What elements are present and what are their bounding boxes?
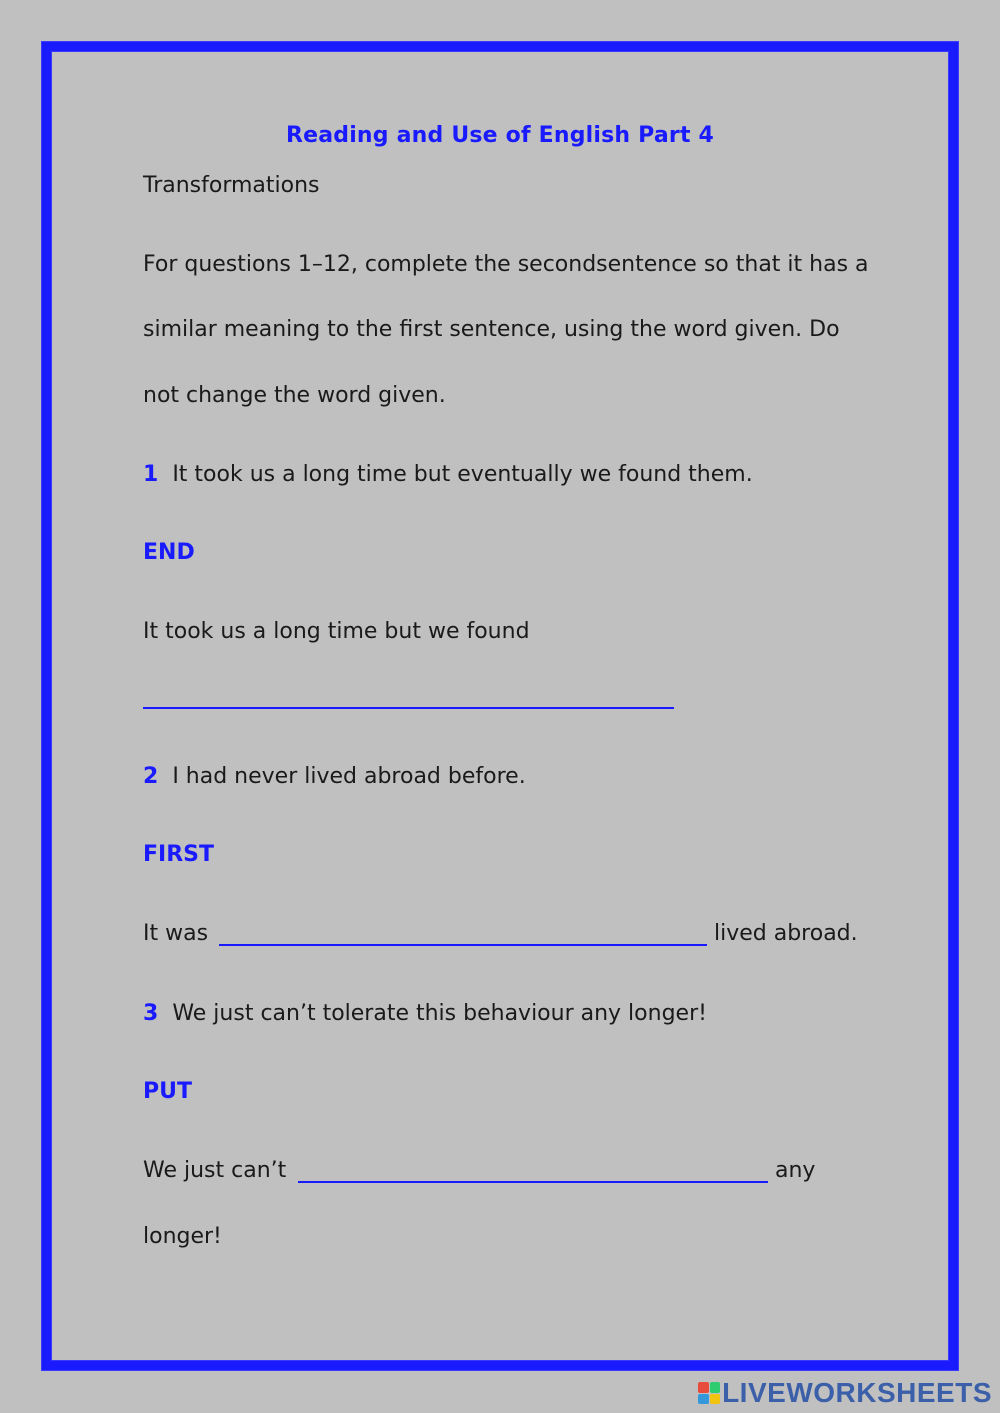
instruction-line-3: not change the word given. [143,383,446,408]
question-1-answer-blank[interactable] [143,707,674,709]
liveworksheets-watermark [698,1377,992,1409]
question-1-prompt: It took us a long time but we found [143,619,530,644]
question-2-answer-blank[interactable] [219,944,707,946]
question-number: 3 [143,1001,159,1026]
watermark-text: LIVEWORKSHEETS [722,1377,992,1408]
liveworksheets-logo-icon [698,1382,720,1404]
question-3-answer-blank[interactable] [298,1181,768,1183]
question-3-prompt-after: any [775,1158,816,1183]
question-3-keyword: PUT [143,1079,192,1104]
question-3-prompt-continuation: longer! [143,1224,222,1249]
question-3-sentence [143,1000,707,1028]
worksheet-title: Reading and Use of English Part 4 [285,123,715,148]
instruction-line-1: For questions 1–12, complete the secondsentence so that it has a [143,252,869,277]
question-2-sentence [143,763,526,791]
question-1-keyword: END [143,540,195,565]
question-2-prompt-before: It was [143,921,209,946]
question-number: 1 [143,462,159,487]
worksheet-subtitle: Transformations [143,173,320,198]
question-number: 2 [143,764,159,789]
question-2-keyword: FIRST [143,842,215,867]
question-2-prompt-after: lived abroad. [714,921,858,946]
instruction-line-2: similar meaning to the first sentence, using the word given. Do [143,317,840,342]
question-3-prompt-before: We just can’t [143,1158,287,1183]
question-text: We just can’t tolerate this behaviour any longer! [172,1001,707,1026]
question-1-sentence [143,461,753,489]
question-text: I had never lived abroad before. [172,764,526,789]
question-text: It took us a long time but eventually we found them. [172,462,753,487]
